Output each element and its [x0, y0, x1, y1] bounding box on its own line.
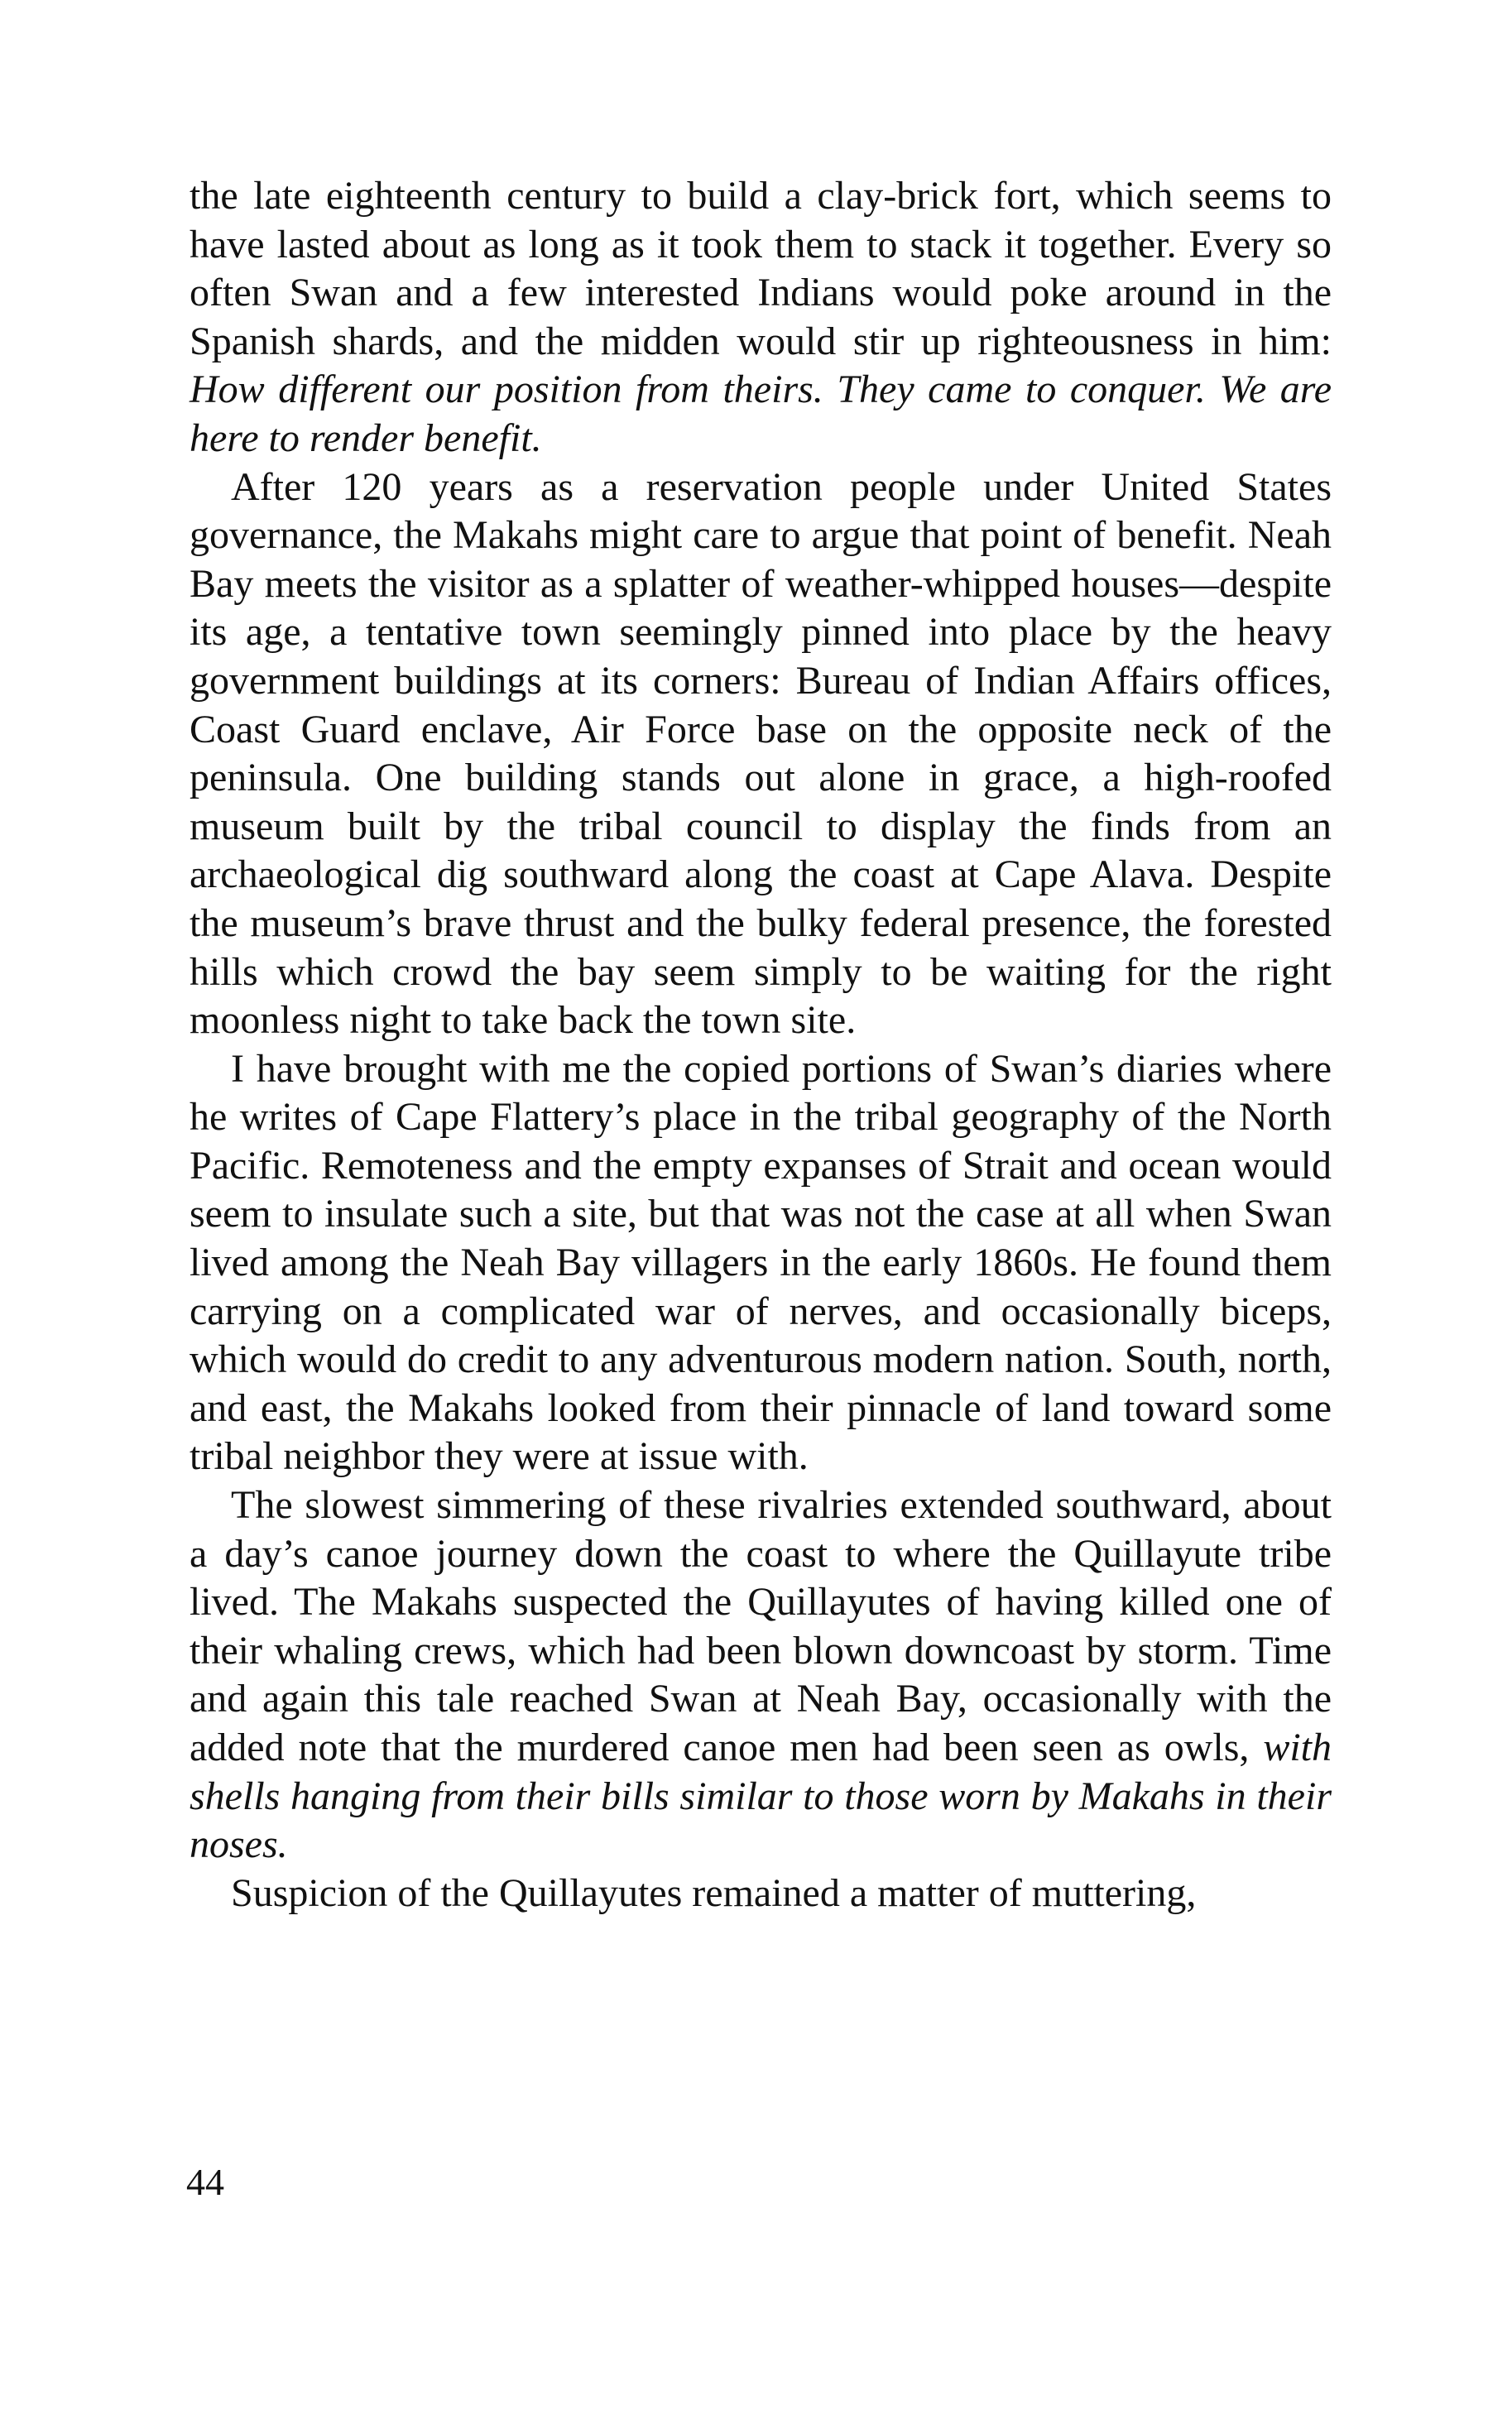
paragraph-4	[190, 1481, 1332, 1870]
italic-quote: with shells hanging from their bills similar to those worn by Makahs in their noses.	[190, 1726, 1332, 1867]
italic-quote: How different our position from theirs. They came to conquer. We are here to render benefit.	[190, 367, 1332, 460]
paragraph-text: Suspicion of the Quillayutes remained a matter of muttering,	[231, 1870, 1197, 1915]
paragraph-2	[190, 463, 1332, 1045]
body-text	[190, 172, 1332, 1918]
paragraph-5	[190, 1870, 1332, 1918]
paragraph-text: the late eighteenth century to build a clay-brick fort, which seems to have lasted about as long as it took them to stack it together. Every so often Swan and a few interested Indians would poke around in the Spanish shards, and the midden would stir up righteousness in him:	[190, 174, 1332, 363]
paragraph-1	[190, 172, 1332, 463]
paragraph-3	[190, 1045, 1332, 1481]
paragraph-text: I have brought with me the copied portions of Swan’s diaries where he writes of Cape Flattery’s place in the tribal geography of the North Pacific. Remoteness and the empty expanses of Strait and ocean would seem to insulate such a site, but that was not the case at all when Swan lived among the Neah Bay villagers in the early 1860s. He found them carrying on a complicated war of nerves, and occasionally biceps, which would do credit to any adventurous modern nation. South, north, and east, the Makahs looked from their pinnacle of land toward some tribal neighbor they were at issue with.	[190, 1046, 1332, 1479]
page-number: 44	[186, 2161, 224, 2203]
paragraph-text: After 120 years as a reservation people under United States governance, the Makahs might care to argue that point of benefit. Neah Bay meets the visitor as a splatter of weather-whipped houses—despite its age, a tentative town seemingly pinned into place by the heavy government buildings at its corners: Bureau of Indian Affairs offices, Coast Guard enclave, Air Force base on the opposite neck of the peninsula. One building stands out alone in grace, a high-roofed museum built by the tribal council to display the finds from an archaeological dig southward along the coast at Cape Alava. Despite the museum’s brave thrust and the bulky federal presence, the forested hills which crowd the bay seem simply to be waiting for the right moonless night to take back the town site.	[190, 464, 1332, 1043]
paragraph-text: The slowest simmering of these rivalries extended southward, about a day’s canoe journey down the coast to where the Quillayute tribe lived. The Makahs suspected the Quillayutes of having killed one of their whaling crews, which had been blown downcoast by storm. Time and again this tale reached Swan at Neah Bay, occasionally with the added note that the murdered canoe men had been seen as owls,	[190, 1483, 1332, 1769]
